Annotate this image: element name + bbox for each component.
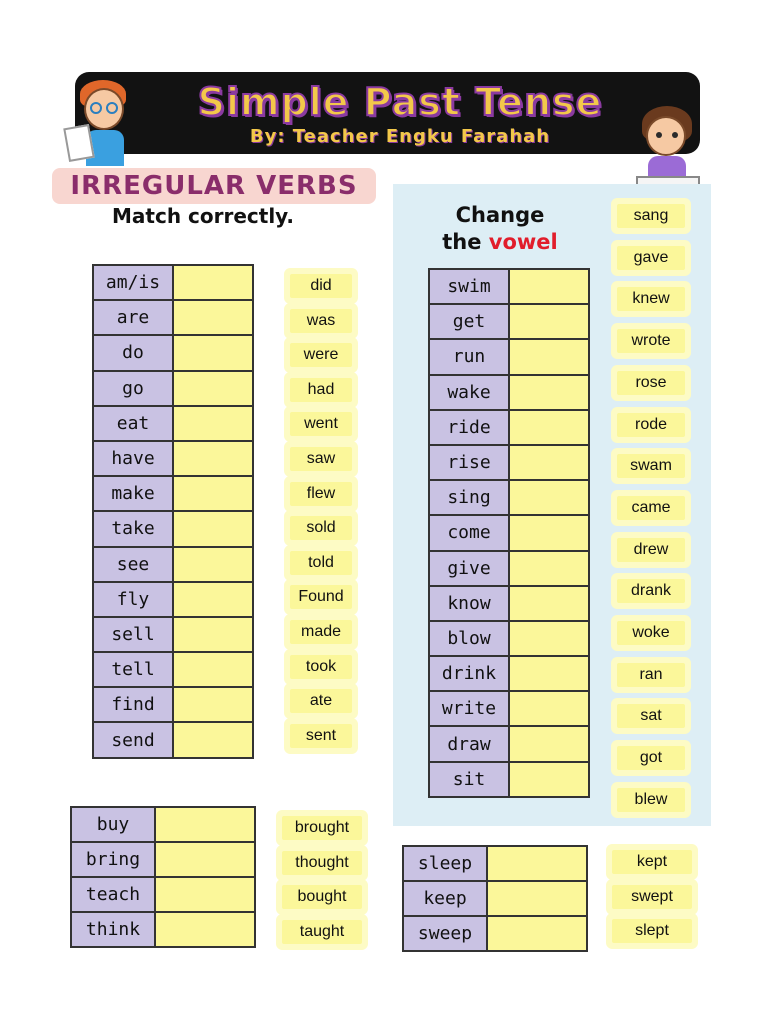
answer-box[interactable] — [509, 586, 589, 621]
answer-chip[interactable]: were — [290, 343, 352, 367]
answer-box[interactable] — [487, 916, 587, 951]
answer-chip[interactable]: was — [290, 309, 352, 333]
verb-cell: sweep — [403, 916, 487, 951]
change-vowel-label — [420, 202, 580, 256]
table-row — [429, 515, 589, 550]
answer-chip[interactable]: sold — [290, 516, 352, 540]
table-row — [71, 842, 255, 877]
answer-box[interactable] — [509, 304, 589, 339]
answer-chip[interactable]: knew — [617, 287, 685, 311]
answer-box[interactable] — [173, 406, 253, 441]
answer-box[interactable] — [173, 300, 253, 335]
answer-chip[interactable]: told — [290, 551, 352, 575]
answer-chip[interactable]: bought — [282, 885, 362, 909]
verb-cell: do — [93, 335, 173, 370]
table-row — [403, 881, 587, 916]
table-row — [93, 582, 253, 617]
table-row — [93, 441, 253, 476]
answer-chip[interactable]: gave — [617, 246, 685, 270]
table-row — [429, 621, 589, 656]
verb-cell: are — [93, 300, 173, 335]
table-row — [93, 511, 253, 546]
answer-box[interactable] — [173, 652, 253, 687]
verb-cell: make — [93, 476, 173, 511]
page-title: Simple Past Tense — [197, 80, 603, 124]
answer-box[interactable] — [173, 335, 253, 370]
answer-box[interactable] — [509, 762, 589, 797]
answer-chip[interactable]: came — [617, 496, 685, 520]
author-subtitle: By: Teacher Engku Farahah — [249, 126, 551, 147]
answer-box[interactable] — [173, 511, 253, 546]
table-row — [93, 722, 253, 757]
verb-cell: blow — [429, 621, 509, 656]
table-row — [93, 371, 253, 406]
verb-cell: draw — [429, 726, 509, 761]
change-label-line1: Change — [455, 203, 545, 227]
match-verb-table — [92, 264, 254, 759]
table-row — [93, 335, 253, 370]
change-label-line2 — [420, 229, 580, 256]
table-row — [71, 912, 255, 947]
answer-box[interactable] — [155, 912, 255, 947]
answer-box[interactable] — [487, 881, 587, 916]
answer-chip[interactable]: sent — [290, 724, 352, 748]
table-row — [429, 445, 589, 480]
answer-box[interactable] — [173, 441, 253, 476]
answer-box[interactable] — [173, 722, 253, 757]
answer-box[interactable] — [173, 547, 253, 582]
table-row — [429, 656, 589, 691]
answer-chip[interactable]: flew — [290, 482, 352, 506]
table-row — [93, 652, 253, 687]
verb-cell: keep — [403, 881, 487, 916]
answer-box[interactable] — [155, 877, 255, 912]
answer-chip[interactable]: made — [290, 620, 352, 644]
answer-box[interactable] — [509, 691, 589, 726]
table-row — [429, 339, 589, 374]
answer-chip[interactable]: had — [290, 378, 352, 402]
vowel-verb-table — [428, 268, 590, 798]
verb-cell: drink — [429, 656, 509, 691]
answer-chip[interactable]: woke — [617, 621, 685, 645]
answer-chip[interactable]: slept — [612, 919, 692, 943]
answer-box[interactable] — [509, 621, 589, 656]
table-row — [93, 476, 253, 511]
verb-cell: see — [93, 547, 173, 582]
verb-cell: bring — [71, 842, 155, 877]
answer-chip[interactable]: sat — [617, 704, 685, 728]
answer-box[interactable] — [509, 551, 589, 586]
verb-cell: know — [429, 586, 509, 621]
answer-box[interactable] — [173, 687, 253, 722]
answer-box[interactable] — [173, 265, 253, 300]
answer-box[interactable] — [509, 269, 589, 304]
change-label-vowel: vowel — [488, 230, 558, 254]
irregular-verbs-label: IRREGULAR VERBS — [52, 168, 376, 204]
answer-box[interactable] — [509, 410, 589, 445]
answer-box[interactable] — [173, 476, 253, 511]
table-row — [429, 304, 589, 339]
verb-cell: send — [93, 722, 173, 757]
boy-illustration-icon — [62, 78, 162, 170]
table-row — [429, 410, 589, 445]
verb-cell: sing — [429, 480, 509, 515]
table-row — [429, 375, 589, 410]
verb-cell: rise — [429, 445, 509, 480]
table-row — [93, 547, 253, 582]
verb-cell: run — [429, 339, 509, 374]
table-row — [429, 586, 589, 621]
verb-cell: get — [429, 304, 509, 339]
answer-chip[interactable]: swept — [612, 885, 692, 909]
verb-cell: find — [93, 687, 173, 722]
verb-cell: sell — [93, 617, 173, 652]
answer-box[interactable] — [155, 842, 255, 877]
ept-verb-table — [402, 845, 588, 952]
answer-chip[interactable]: ate — [290, 689, 352, 713]
answer-chip[interactable]: blew — [617, 788, 685, 812]
answer-chip[interactable]: sang — [617, 204, 685, 228]
answer-chip[interactable]: did — [290, 274, 352, 298]
verb-cell: think — [71, 912, 155, 947]
answer-chip[interactable]: wrote — [617, 329, 685, 353]
answer-chip[interactable]: thought — [282, 851, 362, 875]
verb-cell: come — [429, 515, 509, 550]
table-row — [71, 877, 255, 912]
table-row — [429, 269, 589, 304]
answer-box[interactable] — [155, 807, 255, 842]
answer-chip[interactable]: got — [617, 746, 685, 770]
verb-cell: eat — [93, 406, 173, 441]
answer-chip[interactable]: took — [290, 655, 352, 679]
answer-box[interactable] — [173, 617, 253, 652]
table-row — [429, 480, 589, 515]
answer-chip[interactable]: went — [290, 412, 352, 436]
answer-chip[interactable]: drew — [617, 538, 685, 562]
answer-box[interactable] — [509, 375, 589, 410]
verb-cell: am/is — [93, 265, 173, 300]
answer-box[interactable] — [509, 515, 589, 550]
answer-chip[interactable]: swam — [617, 454, 685, 478]
verb-cell: teach — [71, 877, 155, 912]
answer-chip[interactable]: drank — [617, 579, 685, 603]
answer-box[interactable] — [509, 656, 589, 691]
answer-box[interactable] — [509, 339, 589, 374]
answer-chip[interactable]: saw — [290, 447, 352, 471]
answer-box[interactable] — [173, 582, 253, 617]
table-row — [93, 617, 253, 652]
change-label-the: the — [442, 230, 482, 254]
table-row — [93, 265, 253, 300]
table-row — [93, 406, 253, 441]
verb-cell: go — [93, 371, 173, 406]
verb-cell: have — [93, 441, 173, 476]
table-row — [403, 916, 587, 951]
answer-chip[interactable]: ran — [617, 663, 685, 687]
table-row — [429, 691, 589, 726]
verb-cell: write — [429, 691, 509, 726]
answer-box[interactable] — [509, 445, 589, 480]
answer-box[interactable] — [509, 726, 589, 761]
verb-cell: wake — [429, 375, 509, 410]
girl-illustration-icon — [628, 106, 718, 196]
verb-cell: fly — [93, 582, 173, 617]
verb-cell: ride — [429, 410, 509, 445]
verb-cell: sleep — [403, 846, 487, 881]
answer-box[interactable] — [173, 371, 253, 406]
verb-cell: swim — [429, 269, 509, 304]
answer-chip[interactable]: rode — [617, 413, 685, 437]
answer-box[interactable] — [509, 480, 589, 515]
answer-chip[interactable]: kept — [612, 850, 692, 874]
match-correctly-label: Match correctly. — [112, 204, 294, 228]
verb-cell: give — [429, 551, 509, 586]
table-row — [429, 726, 589, 761]
table-row — [71, 807, 255, 842]
table-row — [429, 762, 589, 797]
answer-box[interactable] — [487, 846, 587, 881]
table-row — [93, 300, 253, 335]
verb-cell: take — [93, 511, 173, 546]
verb-cell: buy — [71, 807, 155, 842]
table-row — [93, 687, 253, 722]
answer-chip[interactable]: brought — [282, 816, 362, 840]
table-row — [403, 846, 587, 881]
answer-chip[interactable]: Found — [290, 585, 352, 609]
table-row — [429, 551, 589, 586]
verb-cell: sit — [429, 762, 509, 797]
ought-verb-table — [70, 806, 256, 948]
answer-chip[interactable]: rose — [617, 371, 685, 395]
verb-cell: tell — [93, 652, 173, 687]
answer-chip[interactable]: taught — [282, 920, 362, 944]
